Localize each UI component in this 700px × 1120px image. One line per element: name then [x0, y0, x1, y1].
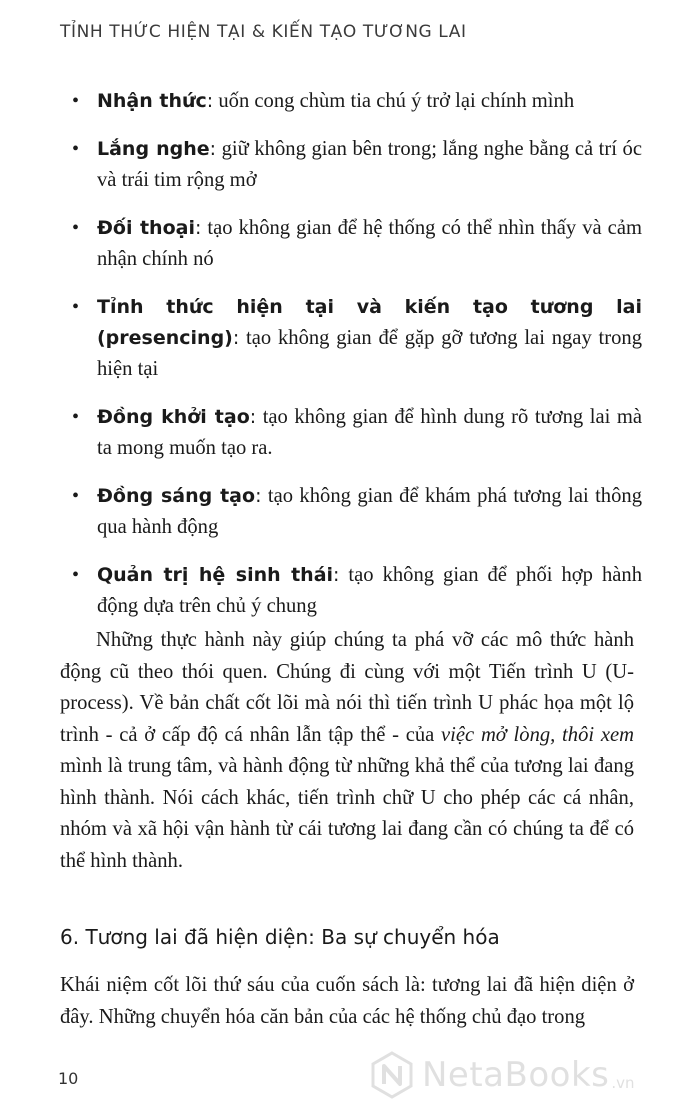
watermark-suffix: .vn [611, 1074, 635, 1092]
bullet-marker: • [72, 217, 80, 239]
bullet-separator: : [209, 138, 217, 160]
bullet-term: Tỉnh thức hiện tại và kiến tạo tương lai (presencing) [97, 296, 642, 349]
watermark-brand: NetaBooks [422, 1055, 610, 1095]
running-header: TỈNH THỨC HIỆN TẠI & KIẾN TẠO TƯƠNG LAI [60, 22, 467, 42]
list-item [72, 292, 642, 385]
bullet-term: Nhận thức [97, 90, 207, 112]
bullet-separator: : [194, 217, 202, 239]
bullet-separator: : [206, 90, 214, 112]
bullet-marker: • [72, 90, 80, 112]
bullet-term: Đồng khởi tạo [97, 406, 250, 428]
bullet-text: giữ không gian bên trong; lắng nghe bằng cả trí óc và trái tim rộng mở [97, 138, 642, 191]
list-item [72, 481, 642, 543]
bullet-text: tạo không gian để khám phá tương lai thông qua hành động [97, 485, 642, 538]
bullet-term: Quản trị hệ sinh thái [97, 564, 334, 586]
list-item [72, 213, 642, 275]
bullet-term: Lắng nghe [97, 138, 210, 160]
body-paragraph-1 [60, 625, 634, 877]
paragraph-text: mình là trung tâm, và hành động từ những khả thể của tương lai đang hình thành. Nói cách khác, tiến trình chữ U cho phép các cá nhân, nhóm và xã hội vận hành từ cái tương lai đang cần có chúng ta để có thể hình thành. [60, 755, 634, 872]
body-paragraph-2: Khái niệm cốt lõi thứ sáu của cuốn sách là: tương lai đã hiện diện ở đây. Những chuyển hóa căn bản của các hệ thống chủ đạo trong [60, 974, 634, 1028]
italic-phrase: việc mở lòng, thôi xem [441, 723, 634, 746]
bullet-separator: : [232, 327, 240, 349]
bullet-text: tạo không gian để phối hợp hành động dựa trên chủ ý chung [97, 564, 642, 617]
bullet-marker: • [72, 138, 80, 160]
bullet-marker: • [72, 296, 80, 318]
bullet-text: tạo không gian để gặp gỡ tương lai ngay trong hiện tại [97, 327, 642, 380]
bullet-marker: • [72, 564, 80, 586]
netabooks-logo-icon [368, 1051, 416, 1099]
bullet-term: Đối thoại [97, 217, 195, 239]
section-heading: 6. Tương lai đã hiện diện: Ba sự chuyển hóa [60, 925, 500, 949]
list-item [72, 560, 642, 622]
list-item [72, 402, 642, 464]
bullet-text: uốn cong chùm tia chú ý trở lại chính mình [213, 90, 575, 112]
bullet-text: tạo không gian để hệ thống có thể nhìn thấy và cảm nhận chính nó [97, 217, 642, 270]
page-number: 10 [58, 1069, 79, 1088]
bullet-text: tạo không gian để hình dung rõ tương lai mà ta mong muốn tạo ra. [97, 406, 642, 459]
bullet-marker: • [72, 406, 80, 428]
list-item [72, 134, 642, 196]
bullet-list [72, 86, 642, 639]
bullet-separator: : [249, 406, 257, 428]
bullet-separator: : [333, 564, 340, 586]
watermark [368, 1050, 635, 1100]
paragraph-text: Những thực hành này giúp chúng ta phá vỡ các mô thức hành động cũ theo thói quen. Chúng đi cùng với một Tiến trình U (U-process). Về bản chất cốt lõi mà nói thì tiến trình U phác họa một lộ trình - cả ở cấp độ cá nhân lẫn tập thể - của [60, 629, 634, 746]
bullet-marker: • [72, 485, 80, 507]
bullet-separator: : [255, 485, 262, 507]
list-item [72, 86, 642, 117]
bullet-term: Đồng sáng tạo [97, 485, 256, 507]
